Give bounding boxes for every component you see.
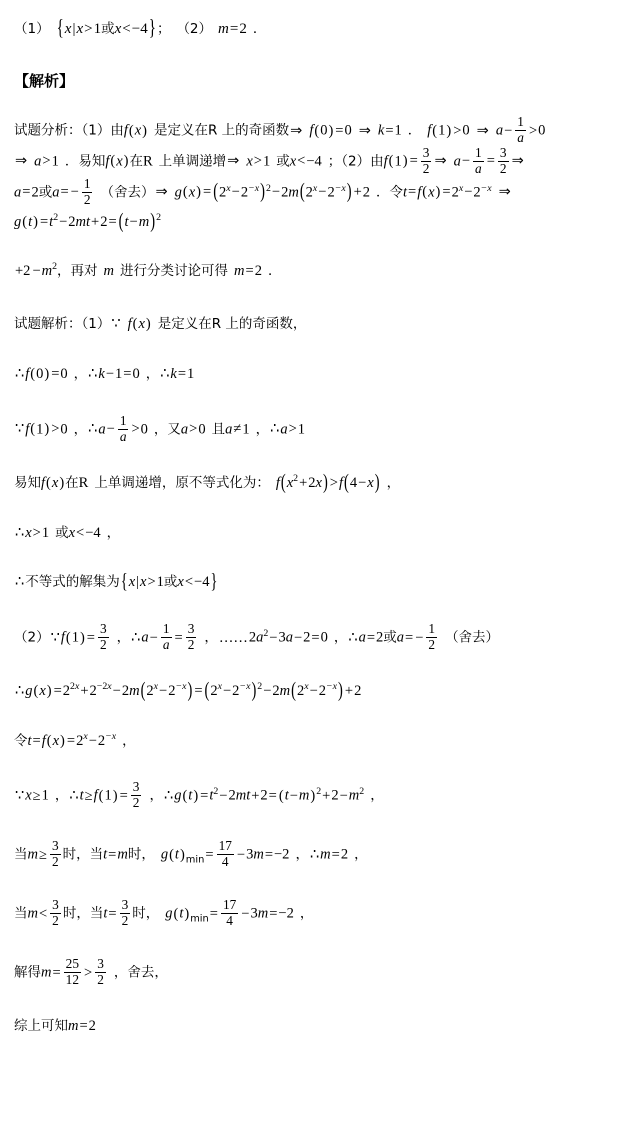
set-brace-close: } [148, 17, 156, 41]
document-page [0, 18, 630, 1133]
solution-line-10: ∵x≥1 ，∴t≥f(1) = $\frac{3}{2}$ ，∴g(t) $=t^2-2mt+2= (t-m)^2+2-m^2$ ， [15, 779, 384, 811]
solution-line-8: ∴g(x) $=2^{2x}+2^{-2x}-2m(2^x-2^{-x}) = (2^x-2^{-x})^2-2m(2^x-2^{-x}) +2$ [15, 678, 362, 703]
fraction-1-over-2-a: $\frac{1}{2}$ [83, 175, 91, 207]
min-subscript: min [185, 854, 205, 866]
fraction-3-over-2-a: $\frac{3}{2}$ [422, 144, 430, 176]
solution-line-3: ∵f(1) >0 ，∴a− $\frac{1}{a}$ >0 ，又a>0 且a≠1 ，∴a>1 [15, 412, 305, 444]
answer-part1-label: （1） [14, 21, 50, 37]
solution-line-1: 试题解析：（1）∵ f(x) 是定义在R 上的奇函数， [14, 316, 307, 333]
fraction-1-over-a-c: $\frac{1}{a}$ [119, 412, 127, 444]
fraction-3-over-2-g: $\frac{3}{2}$ [52, 897, 59, 929]
solution-line-9: 令$t=f(x) =2^x-2^{-x}$ ， [14, 730, 136, 749]
fraction-3-over-2-d: $\frac{3}{2}$ [187, 621, 195, 652]
solution-line-12: 当m< $\frac{3}{2}$ 时，当t= $\frac{3}{2}$ 时， $g(t)_{min}=$ $\frac{17}{4}$ −3m=−2 ， [14, 897, 314, 929]
solution-line-13: 解得m= $\frac{25}{12}$ > $\frac{3}{2}$ ，舍去， [14, 956, 168, 987]
fraction-17-over-4-b: $\frac{17}{4}$ [222, 897, 237, 929]
fraction-3-over-2-c: $\frac{3}{2}$ [99, 621, 107, 652]
solution-line-11: 当m≥ $\frac{3}{2}$ 时，当t=m时， $g(t)_{min}=$ $\frac{17}{4}$ −3m=−2 ，∴m=2 ， [14, 838, 368, 870]
solution-line-7: （2）∵f(1) = $\frac{3}{2}$ ，∴a− $\frac{1}{a}$ = $\frac{3}{2}$ ，$\dots\dots 2a^2-3a-2=0$ ，∴a=2或a= − $\frac{1}{2}$ （舍去） [14, 621, 500, 652]
solution-line-2: ∴f(0) =0 ，∴k−1=0 ，∴k=1 [15, 366, 195, 383]
fraction-1-over-a-d: $\frac{1}{a}$ [162, 621, 170, 652]
fraction-1-over-a-b: $\frac{1}{a}$ [475, 144, 482, 176]
analysis-lead: 试题分析：（1）由 [14, 122, 124, 139]
answer-part2-label: （2） [176, 21, 213, 37]
analysis-paragraph-cont: $+2 -m^2$，再对 m 进行分类讨论可得 m=2 ． [15, 260, 282, 279]
answer-line: （1） {x|x>1或x<−4}； （2） m=2 ． [0, 18, 630, 41]
analysis-paragraph: 试题分析：（1）由f(x) 是定义在R 上的奇函数⇒ f(0) =0 ⇒ k=1 ． f(1) >0 ⇒ a− $\frac{1}{a}$ >0 ⇒ a>1 ．易知f(x)在R 上单调递增⇒ x>1 或x<−4 ；（2）由f(1) = $\frac{3}{2}$ ⇒ a− $\frac{1}{a}$ = $\frac{3}{2}$ ⇒ a=2或a= − $\frac{1}{2}$ （舍去）⇒ $g(x) = (2^x-2^{-x})^2-2m(2^x-2^{-x}) +2$ ．令$t=f(x) =2^x-2^{-x}$ ⇒ $g(t) =t^2-2mt+2= (t-m)^2$ [14, 114, 546, 233]
fraction-1-over-2-b: $\frac{1}{2}$ [428, 621, 436, 652]
fraction-3-over-2-f: $\frac{3}{2}$ [51, 838, 59, 870]
analysis-heading: 【解析】 [14, 72, 75, 90]
fraction-1-over-a: $\frac{1}{a}$ [517, 114, 524, 145]
fraction-17-over-4-a: $\frac{17}{4}$ [218, 838, 232, 870]
fraction-3-over-2-i: $\frac{3}{2}$ [97, 956, 104, 987]
set-brace-open: { [56, 17, 64, 41]
fraction-3-over-2-e: $\frac{3}{2}$ [132, 779, 140, 811]
solution-line-4: 易知f(x)在R 上单调递增，原不等式化为： $f(x^2+2x) >f(4-x)$ ， [14, 470, 401, 494]
solution-line-6: ∴不等式的解集为{x|x>1或x<−4} [15, 570, 218, 594]
set-body: x [64, 21, 72, 37]
min-subscript-2: min [190, 913, 209, 925]
solution-line-14: 综上可知m=2 [14, 1017, 96, 1034]
fraction-3-over-2-h: $\frac{3}{2}$ [121, 897, 129, 929]
solution-line-5: ∴x>1 或x<−4 ， [15, 524, 121, 541]
fraction-3-over-2-b: $\frac{3}{2}$ [499, 144, 507, 176]
answer-separator: ； [156, 21, 171, 37]
answer-period: ． [252, 21, 267, 37]
fraction-25-over-12: $\frac{25}{12}$ [65, 956, 79, 987]
